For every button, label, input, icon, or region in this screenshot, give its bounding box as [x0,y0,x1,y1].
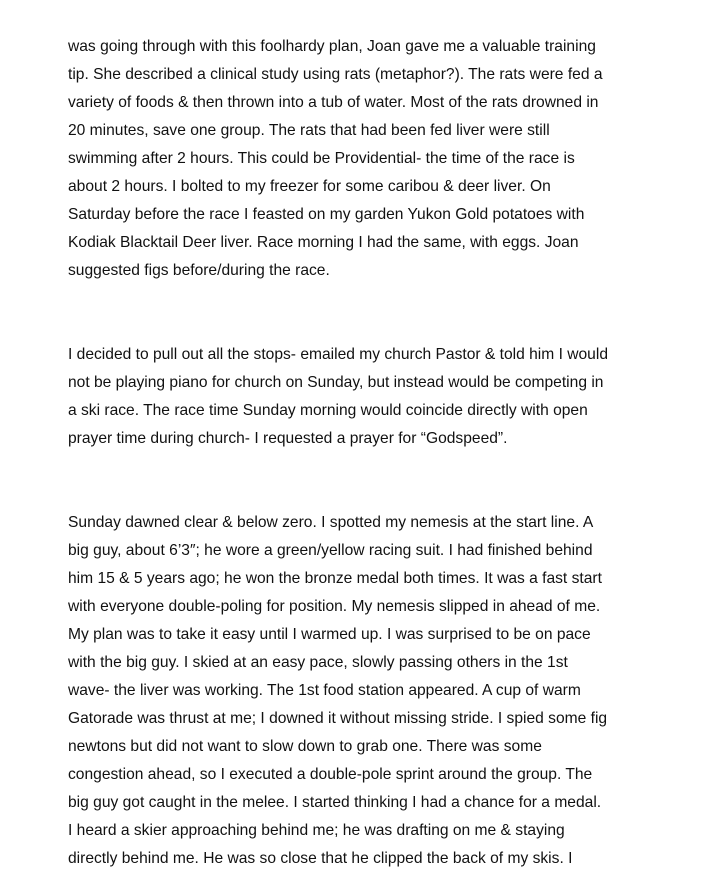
text-line: newtons but did not want to slow down to grab one. There was some [68,738,542,755]
paragraph-2 [68,341,688,453]
text-line: Saturday before the race I feasted on my garden Yukon Gold potatoes with [68,206,585,223]
text-line: with the big guy. I skied at an easy pace, slowly passing others in the 1st [68,654,568,671]
text-line: variety of foods & then thrown into a tub of water. Most of the rats drowned in [68,94,599,111]
text-line: was going through with this foolhardy plan, Joan gave me a valuable training [68,38,596,55]
text-line: big guy, about 6’3″; he wore a green/yellow racing suit. I had finished behind [68,542,593,559]
text-line: big guy got caught in the melee. I started thinking I had a chance for a medal. [68,794,602,811]
text-line: Sunday dawned clear & below zero. I spotted my nemesis at the start line. A [68,514,594,531]
text-line: I heard a skier approaching behind me; he was drafting on me & staying [68,822,565,839]
text-line: Kodiak Blacktail Deer liver. Race morning I had the same, with eggs. Joan [68,234,579,251]
text-line: congestion ahead, so I executed a double-pole sprint around the group. The [68,766,593,783]
paragraph-spacer [68,285,688,341]
text-line: My plan was to take it easy until I warmed up. I was surprised to be on pace [68,626,591,643]
text-line: tip. She described a clinical study using rats (metaphor?). The rats were fed a [68,66,603,83]
text-line: Gatorade was thrust at me; I downed it without missing stride. I spied some fig [68,710,608,727]
text-line: not be playing piano for church on Sunday, but instead would be competing in [68,374,604,391]
paragraph-3 [68,509,688,873]
text-line: about 2 hours. I bolted to my freezer for some caribou & deer liver. On [68,178,551,195]
text-line: suggested figs before/during the race. [68,262,330,279]
text-line: wave- the liver was working. The 1st food station appeared. A cup of warm [68,682,581,699]
text-line: directly behind me. He was so close that he clipped the back of my skis. I [68,850,573,867]
paragraph-spacer [68,453,688,509]
text-line: him 15 & 5 years ago; he won the bronze medal both times. It was a fast start [68,570,602,587]
text-line: I decided to pull out all the stops- emailed my church Pastor & told him I would [68,346,608,363]
text-line: a ski race. The race time Sunday morning would coincide directly with open [68,402,588,419]
paragraph-1 [68,33,688,285]
document-page [68,33,688,873]
text-line: prayer time during church- I requested a prayer for “Godspeed”. [68,430,508,447]
text-line: 20 minutes, save one group. The rats that had been fed liver were still [68,122,550,139]
text-line: with everyone double-poling for position. My nemesis slipped in ahead of me. [68,598,601,615]
text-line: swimming after 2 hours. This could be Providential- the time of the race is [68,150,575,167]
